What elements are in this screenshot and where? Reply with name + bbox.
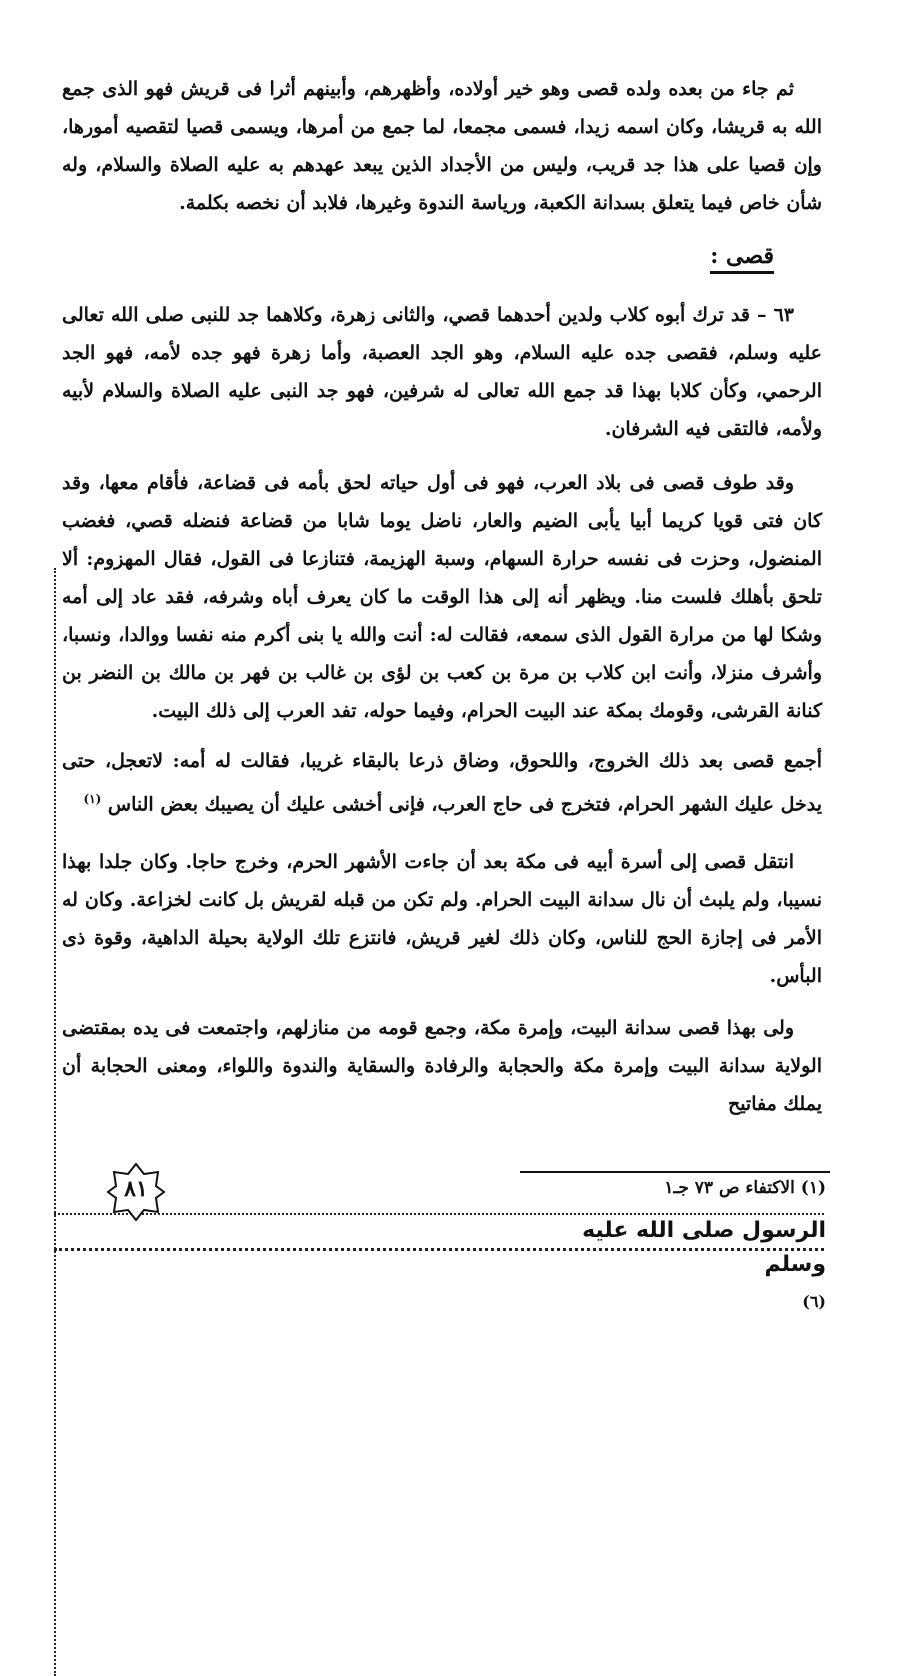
heading-qusay: قصى :	[710, 243, 774, 274]
paragraph-intro	[62, 70, 822, 222]
running-title: الرسول صلى الله عليه وسلم	[582, 1218, 826, 1277]
page-number: ٨١	[124, 1176, 148, 1202]
paragraph-4-text: أجمع قصى بعد ذلك الخروج، واللحوق، وضاق ذرعا بالبقاء غريبا، فقالت له أمه: لاتعجل، حتى يدخل عليك الشهر الحرام، فتخرج فى حاج العرب، فإنى أخشى عليك أن يصيبك بعض الناس	[62, 750, 822, 816]
paragraph-5: انتقل قصى إلى أسرة أبيه فى مكة بعد أن جاءت الأشهر الحرم، وخرج حاجا. وكان جلدا بهذا نسيبا، ولم يلبث أن نال سدانة البيت الحرام. ولم تكن من قبله لقريش بل كانت لخزاعة. وكان له الأمر فى إجازة الحج للناس، وكان ذلك لغير قريش، فانتزع تلك الولاية بحيلة الداهية، وقوة ذى البأس.	[62, 851, 822, 988]
footnote-text: (١) الاكتفاء ص ٧٣ جـ١	[664, 1178, 826, 1198]
paragraph-3: وقد طوف قصى فى بلاد العرب، فهو فى أول حياته لحق بأمه فى قضاعة، فأقام معها، وقد كان فتى قويا كريما أبيا يأبى الضيم والعار، ناضل يوما شابا من قضاعة فنضله قصي، فغضب المنضول، وحزت فى نفسه حرارة السهام، وسبة الهزيمة، فتنازعا فى القول، فقال المهزوم: ألا تلحق بأهلك فلست منا. ويظهر أنه إلى هذا الوقت ما كان يعرف أباه وشرفه، فقد عاد إلى أمه وشكا لها من مرارة القول الذى سمعه، فقالت له: أنت والله يا بنى أكرم منه نفسا ووالدا، ونسبا، وأشرف منزلا، وأنت ابن كلاب بن مرة بن كعب بن لؤى بن غالب بن فهر بن مالك بن النضر بن كنانة القرشى، وقومك بمكة عند البيت الحرام، وفيما حوله، تفد العرب إلى ذلك البيت.	[62, 472, 822, 722]
sheet-number: (٦)	[802, 1292, 826, 1311]
margin-rule	[54, 568, 56, 1676]
paragraph-2: ٦٣ – قد ترك أبوه كلاب ولدين أحدهما قصي، والثانى زهرة، وكلاهما جد للنبى صلى الله تعالى عليه وسلم، فقصى جده عليه السلام، وهو الجد العصبة، وأما زهرة فهو جده لأمه، فهو الجد الرحمي، وكأن كلابا بهذا قد جمع الله تعالى له شرفين، فهو جد النبى عليه الصلاة والسلام لأبيه ولأمه، فالتقى فيه الشرفان.	[62, 304, 822, 440]
section-heading	[654, 243, 774, 269]
footer-rule-bottom	[54, 1248, 824, 1251]
footnote-divider	[520, 1171, 830, 1173]
paragraph-4	[62, 742, 822, 823]
paragraph-group	[62, 296, 822, 1123]
footnote-marker: (١)	[83, 792, 102, 806]
paragraph-1: ثم جاء من بعده ولده قصى وهو خير أولاده، وأظهرهم، وأبينهم أثرا فى قريش فهو الذى جمع الله به قريشا، وكان اسمه زيدا، فسمى مجمعا، لما جمع من أمرها، ويسمى قصيا لتقصيه أمورها، وإن قصيا على هذا جد قريب، وليس من الأجداد الذين يبعد عهدهم به عليه الصلاة والسلام، وله شأن خاص فيما يتعلق بسدانة الكعبة، ورياسة الندوة وغيرها، فلابد أن نخصه بكلمة.	[62, 78, 822, 214]
paragraph-6: ولى بهذا قصى سدانة البيت، وإمرة مكة، وجمع قومه من منازلهم، واجتمعت فى يده بمقتضى الولاية سدانة البيت وإمرة مكة والحجابة والرفادة والسقاية والندوة واللواء، ومعنى الحجابة أن يملك مفاتيح	[62, 1017, 822, 1116]
